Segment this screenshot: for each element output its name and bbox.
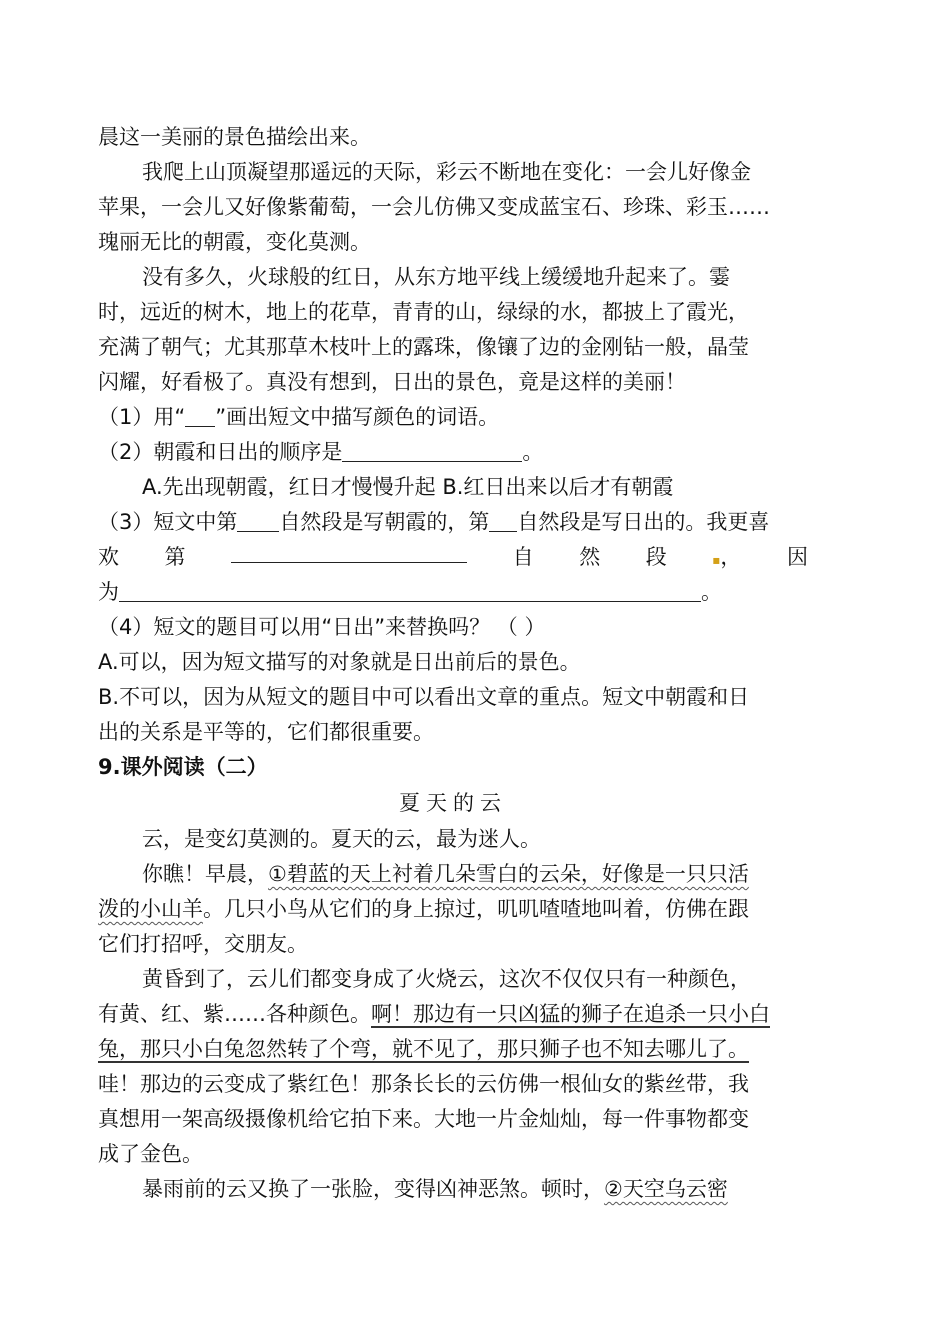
passage-line: 我爬上山顶凝望那遥远的天际，彩云不断地在变化：一会儿好像金 <box>142 160 751 184</box>
passage-line: 暴雨前的云又换了一张脸，变得凶神恶煞。顿时，②天空乌云密 <box>142 1177 728 1201</box>
answer-blank[interactable] <box>237 509 279 532</box>
marked-sentence-1: ①碧蓝的天上衬着几朵雪白的云朵，好像是一只只活 <box>268 862 749 886</box>
passage-line <box>98 1032 808 1067</box>
passage-line: 没有多久，火球般的红日，从东方地平线上缓缓地升起来了。霎 <box>142 265 730 289</box>
passage-line: 有黄、红、紫……各种颜色。啊！那边有一只凶猛的狮子在追杀一只小白 <box>98 1002 770 1026</box>
passage-line: 充满了朝气；尤其那草木枝叶上的露珠，像镶了边的金刚钻一般，晶莹 <box>98 335 749 359</box>
passage-line: 云，是变幻莫测的。夏天的云，最为迷人。 <box>142 827 541 851</box>
passage-line: 成了金色。 <box>98 1142 203 1166</box>
answer-blank[interactable] <box>231 540 467 563</box>
underlined-sentence: 啊！那边有一只凶猛的狮子在追杀一只小白 <box>371 1002 770 1026</box>
question-4-option-a: A.可以，因为短文描写的对象就是日出前后的景色。 <box>98 650 581 674</box>
question-4-option-b: B.不可以，因为从短文的题目中可以看出文章的重点。短文中朝霞和日 <box>98 685 750 709</box>
passage-line: 泼的小山羊。几只小鸟从它们的身上掠过，叽叽喳喳地叫着，仿佛在跟 <box>98 897 749 921</box>
answer-blank[interactable] <box>185 404 215 427</box>
passage-line: 你瞧！早晨，①碧蓝的天上衬着几朵雪白的云朵，好像是一只只活 <box>142 862 749 886</box>
question-2: （2）朝霞和日出的顺序是 。 <box>98 440 544 464</box>
section-heading: 9.课外阅读（二） <box>98 755 268 779</box>
question-3: （3）短文中第 自然段是写朝霞的，第 自然段是写日出的。我更喜 <box>98 510 770 534</box>
underlined-sentence-cont: 兔，那只小白兔忽然转了个弯，就不见了，那只狮子也不知去哪儿了。 <box>98 1037 749 1061</box>
passage-line: 真想用一架高级摄像机给它拍下来。大地一片金灿灿，每一件事物都变 <box>98 1107 749 1131</box>
answer-blank[interactable] <box>119 579 701 602</box>
dot-mark: ▪ <box>712 553 721 567</box>
answer-blank[interactable] <box>342 439 522 462</box>
question-4-option-b-cont: 出的关系是平等的，它们都很重要。 <box>98 720 434 744</box>
question-1: （1）用“ ”画出短文中描写颜色的词语。 <box>98 405 500 429</box>
question-4: （4）短文的题目可以用“日出”来替换吗？ （ ） <box>98 615 546 639</box>
answer-blank[interactable] <box>489 509 517 532</box>
marked-sentence-2: ②天空乌云密 <box>604 1177 728 1201</box>
passage-title: 夏天的云 <box>399 791 507 815</box>
passage-line: 哇！那边的云变成了紫红色！那条长长的云仿佛一根仙女的紫丝带，我 <box>98 1072 749 1096</box>
passage-line: 黄昏到了，云儿们都变身成了火烧云，这次不仅仅只有一种颜色， <box>142 967 751 991</box>
passage-line: 晨这一美丽的景色描绘出来。 <box>98 125 371 149</box>
marked-sentence-1-cont: 泼的小山羊 <box>98 897 203 921</box>
passage-line: 它们打招呼，交朋友。 <box>98 932 308 956</box>
passage-line: 苹果，一会儿又好像紫葡萄，一会儿仿佛又变成蓝宝石、珍珠、彩玉…… <box>98 195 770 219</box>
passage-line: 时，远近的树木，地上的花草，青青的山，绿绿的水，都披上了霞光， <box>98 300 749 324</box>
passage-line: 闪耀，好看极了。真没有想到，日出的景色，竟是这样的美丽！ <box>98 370 686 394</box>
question-3-line-3: 为 。 <box>98 580 722 604</box>
question-3-line-2: 欢 第 自 然 段 ▪， 因 <box>98 540 808 575</box>
question-2-options: A.先出现朝霞，红日才慢慢升起 B.红日出来以后才有朝霞 <box>142 475 674 499</box>
passage-line: 瑰丽无比的朝霞，变化莫测。 <box>98 230 371 254</box>
